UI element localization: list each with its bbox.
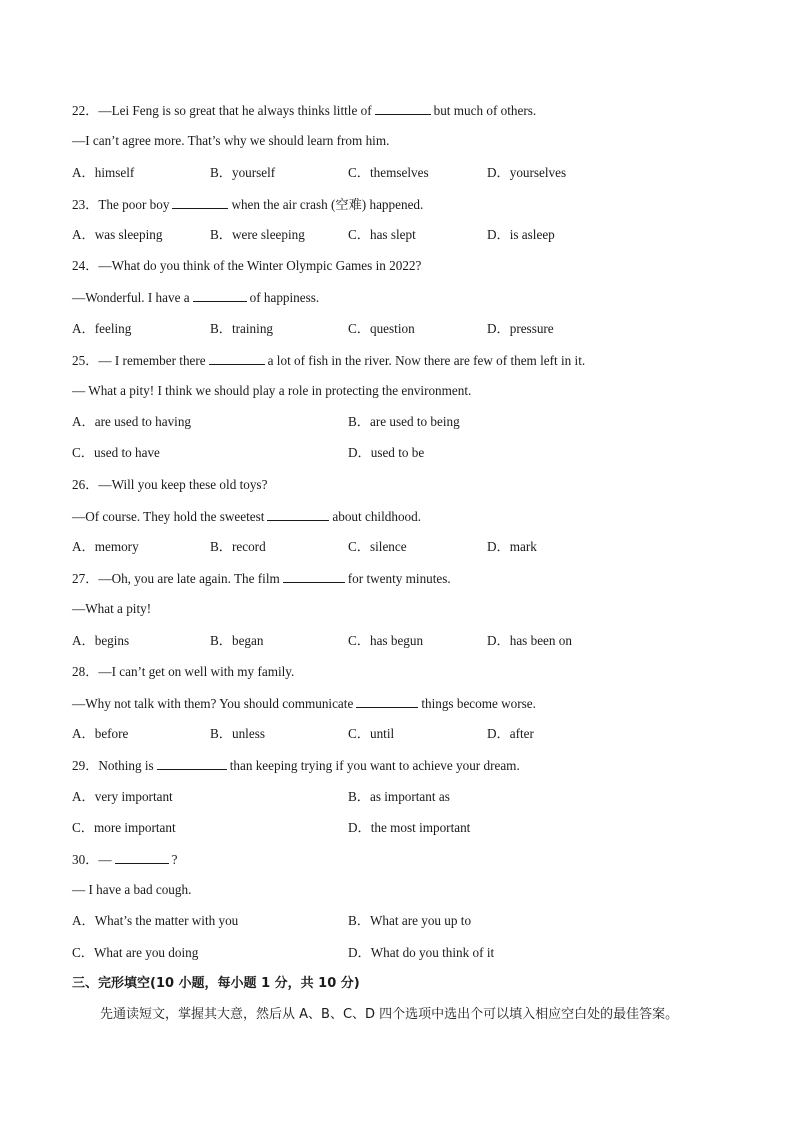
- answer-blank: [283, 570, 345, 583]
- option-b: B．What are you up to: [348, 913, 472, 928]
- answer-blank: [375, 102, 431, 115]
- option-c: C．silence: [348, 539, 407, 554]
- question-number: 26: [72, 477, 86, 492]
- question-30-reply: — I have a bad cough.: [72, 882, 192, 897]
- option-a: A．are used to having: [72, 414, 192, 429]
- question-26: 26．—Will you keep these old toys?: [72, 477, 268, 492]
- option-b: B．unless: [210, 726, 265, 741]
- question-28-reply: —Why not talk with them? You should communicate things become worse.: [72, 696, 536, 711]
- option-a: A．very important: [72, 789, 173, 804]
- option-d: D．yourselves: [487, 165, 567, 180]
- question-23: 23．The poor boy when the air crash (空难) happened.: [72, 197, 424, 212]
- question-25: 25．— I remember there a lot of fish in the river. Now there are few of them left in it.: [72, 353, 586, 368]
- question-27-reply: —What a pity!: [72, 601, 152, 616]
- option-a: A．begins: [72, 633, 130, 648]
- question-30: 30．— ?: [72, 852, 178, 867]
- question-27: 27．—Oh, you are late again. The film for twenty minutes.: [72, 571, 451, 586]
- option-c: C．question: [348, 321, 415, 336]
- option-d: D．is asleep: [487, 227, 555, 242]
- answer-blank: [115, 851, 169, 864]
- answer-blank: [209, 352, 265, 365]
- option-d: D．the most important: [348, 820, 471, 835]
- question-number: 22: [72, 103, 86, 118]
- answer-blank: [193, 289, 247, 302]
- option-b: B．were sleeping: [210, 227, 305, 242]
- question-number: 25: [72, 353, 86, 368]
- option-b: B．yourself: [210, 165, 276, 180]
- option-d: D．What do you think of it: [348, 945, 495, 960]
- option-a: A．himself: [72, 165, 135, 180]
- question-24: 24．—What do you think of the Winter Olympic Games in 2022?: [72, 258, 422, 273]
- option-b: B．as important as: [348, 789, 450, 804]
- question-number: 27: [72, 571, 86, 586]
- option-c: C．What are you doing: [72, 945, 199, 960]
- question-22: 22．—Lei Feng is so great that he always thinks little of but much of others.: [72, 103, 537, 118]
- question-22-reply: —I can’t agree more. That’s why we should learn from him.: [72, 133, 390, 148]
- option-a: A．What’s the matter with you: [72, 913, 239, 928]
- question-28: 28．—I can’t get on well with my family.: [72, 664, 295, 679]
- option-b: B．training: [210, 321, 274, 336]
- option-c: C．has slept: [348, 227, 416, 242]
- option-a: A．feeling: [72, 321, 132, 336]
- question-29: 29．Nothing is than keeping trying if you want to achieve your dream.: [72, 758, 520, 773]
- option-b: B．began: [210, 633, 264, 648]
- option-b: B．record: [210, 539, 266, 554]
- question-number: 29: [72, 758, 86, 773]
- option-d: D．after: [487, 726, 534, 741]
- answer-blank: [157, 757, 227, 770]
- question-number: 23: [72, 197, 86, 212]
- question-number: 28: [72, 664, 86, 679]
- option-d: D．mark: [487, 539, 537, 554]
- question-number: 24: [72, 258, 86, 273]
- option-c: C．has begun: [348, 633, 424, 648]
- option-c: C．until: [348, 726, 395, 741]
- option-a: A．memory: [72, 539, 139, 554]
- option-d: D．used to be: [348, 445, 425, 460]
- answer-blank: [267, 508, 329, 521]
- option-a: A．before: [72, 726, 129, 741]
- option-b: B．are used to being: [348, 414, 460, 429]
- question-26-reply: —Of course. They hold the sweetest about childhood.: [72, 509, 422, 524]
- option-d: D．has been on: [487, 633, 572, 648]
- question-number: 30: [72, 852, 86, 867]
- section-instruction: 先通读短文，掌握其大意，然后从 A、B、C、D 四个选项中选出个可以填入相应空白处的最佳答案。: [100, 1007, 679, 1022]
- question-25-reply: — What a pity! I think we should play a role in protecting the environment.: [72, 383, 472, 398]
- option-c: C．themselves: [348, 165, 429, 180]
- section-title: 三、完形填空(10 小题，每小题 1 分，共 10 分): [72, 976, 360, 991]
- option-c: C．more important: [72, 820, 176, 835]
- question-24-reply: —Wonderful. I have a of happiness.: [72, 290, 320, 305]
- answer-blank: [356, 695, 418, 708]
- option-d: D．pressure: [487, 321, 554, 336]
- option-c: C．used to have: [72, 445, 160, 460]
- answer-blank: [172, 196, 228, 209]
- option-a: A．was sleeping: [72, 227, 163, 242]
